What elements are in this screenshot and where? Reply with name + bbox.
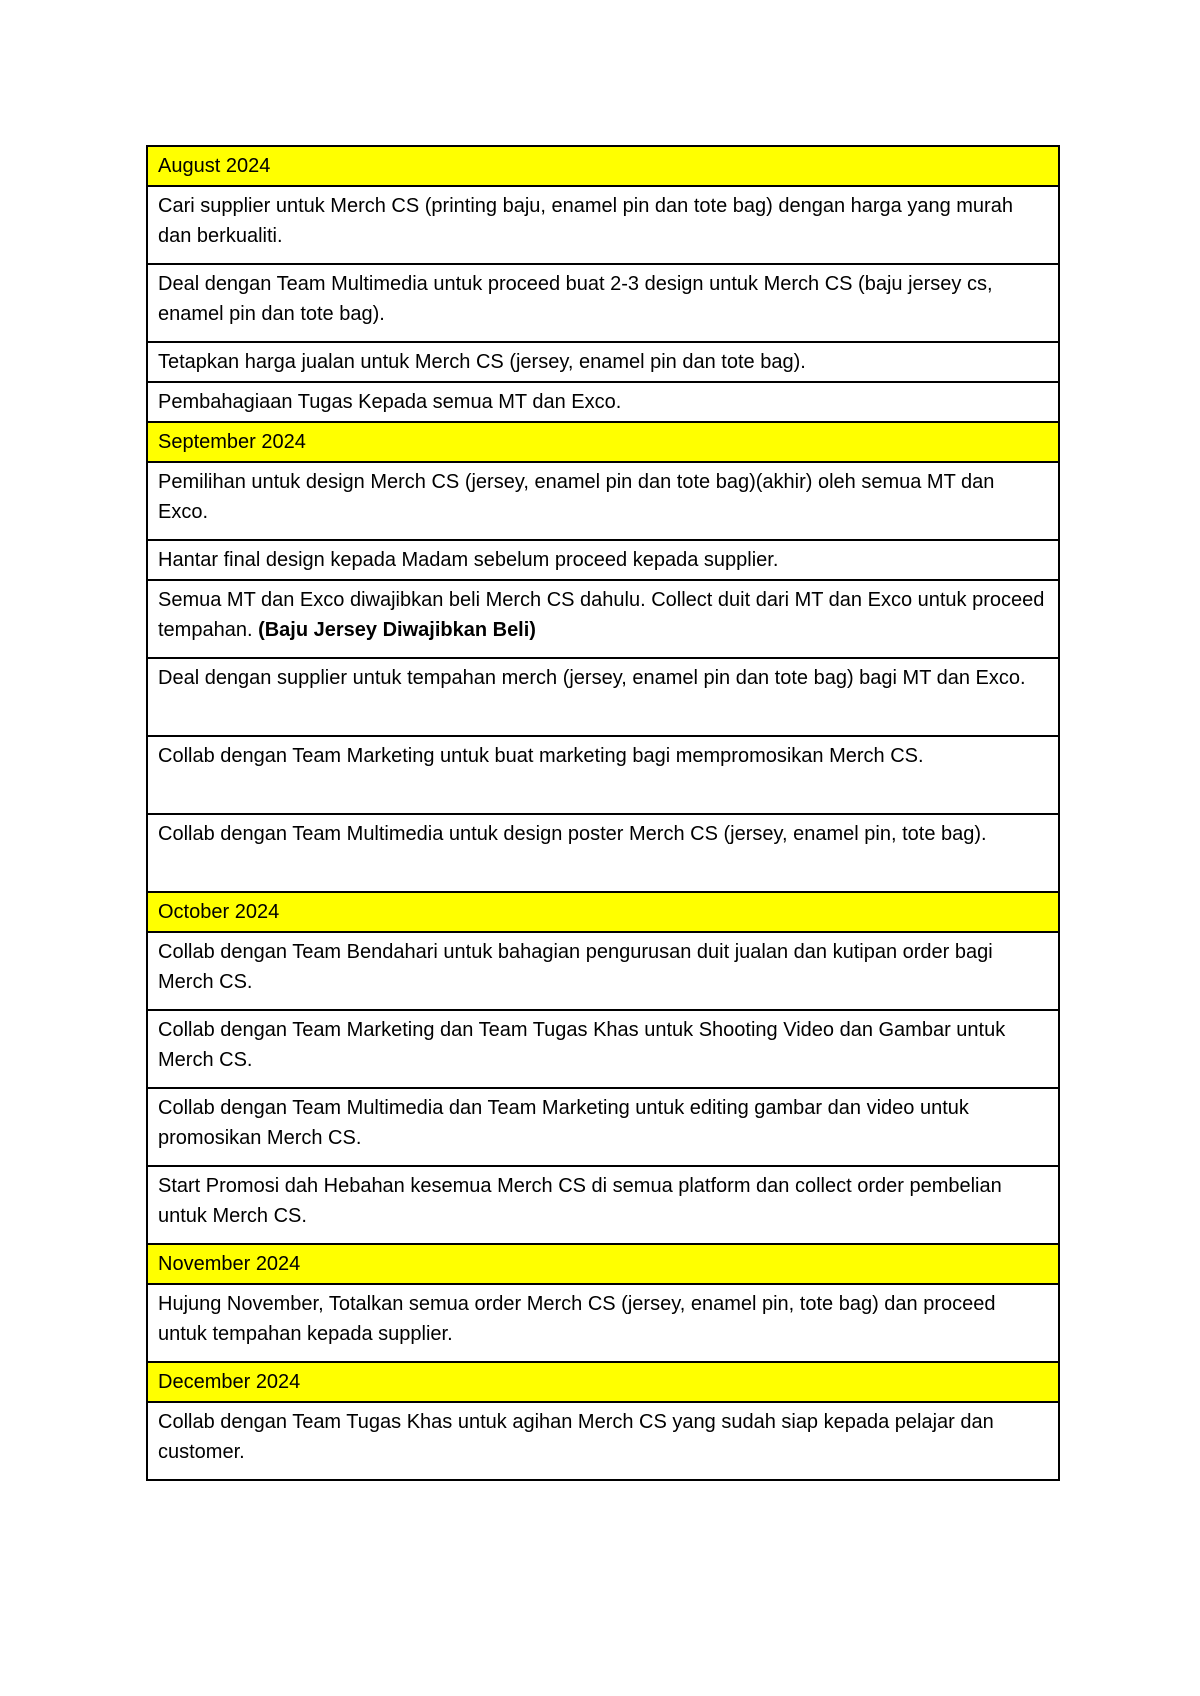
task-text: Hujung November, Totalkan semua order Merch CS (jersey, enamel pin, tote bag) dan proceed untuk tempahan kepada supplier. — [158, 1293, 996, 1345]
task-row — [147, 540, 1059, 580]
task-cell — [147, 736, 1059, 814]
task-row — [147, 814, 1059, 892]
task-text: Collab dengan Team Bendahari untuk bahagian pengurusan duit jualan dan kutipan order bagi Merch CS. — [158, 941, 993, 993]
task-row — [147, 580, 1059, 658]
task-cell — [147, 462, 1059, 540]
task-text: Pembahagiaan Tugas Kepada semua MT dan Exco. — [158, 391, 622, 413]
task-cell — [147, 1088, 1059, 1166]
task-cell — [147, 540, 1059, 580]
task-text: Hantar final design kepada Madam sebelum proceed kepada supplier. — [158, 549, 779, 571]
merch-plan-table — [146, 145, 1060, 1481]
task-cell — [147, 932, 1059, 1010]
month-header-row — [147, 422, 1059, 462]
task-row — [147, 382, 1059, 422]
task-cell — [147, 1010, 1059, 1088]
task-cell — [147, 264, 1059, 342]
task-text: Pemilihan untuk design Merch CS (jersey, enamel pin dan tote bag)(akhir) oleh semua MT dan Exco. — [158, 471, 995, 523]
task-row — [147, 932, 1059, 1010]
task-row — [147, 264, 1059, 342]
task-text: Deal dengan supplier untuk tempahan merch (jersey, enamel pin dan tote bag) bagi MT dan Exco. — [158, 667, 1026, 689]
month-label: December 2024 — [147, 1362, 1059, 1402]
task-cell — [147, 580, 1059, 658]
task-text: Tetapkan harga jualan untuk Merch CS (jersey, enamel pin dan tote bag). — [158, 351, 806, 373]
task-text: Collab dengan Team Tugas Khas untuk agihan Merch CS yang sudah siap kepada pelajar dan customer. — [158, 1411, 994, 1463]
task-row — [147, 1088, 1059, 1166]
month-header-row — [147, 1362, 1059, 1402]
task-cell — [147, 382, 1059, 422]
task-cell — [147, 658, 1059, 736]
task-cell — [147, 1284, 1059, 1362]
month-header-row — [147, 1244, 1059, 1284]
task-row — [147, 1402, 1059, 1480]
month-header-row — [147, 146, 1059, 186]
task-row — [147, 736, 1059, 814]
month-label: August 2024 — [147, 146, 1059, 186]
task-cell — [147, 1402, 1059, 1480]
month-header-row — [147, 892, 1059, 932]
task-cell — [147, 342, 1059, 382]
task-text: Start Promosi dah Hebahan kesemua Merch CS di semua platform dan collect order pembelian untuk Merch CS. — [158, 1175, 1002, 1227]
task-text: Cari supplier untuk Merch CS (printing baju, enamel pin dan tote bag) dengan harga yang murah dan berkualiti. — [158, 195, 1013, 247]
task-cell — [147, 186, 1059, 264]
task-text: Collab dengan Team Marketing dan Team Tugas Khas untuk Shooting Video dan Gambar untuk Merch CS. — [158, 1019, 1006, 1071]
task-row — [147, 1166, 1059, 1244]
task-row — [147, 1284, 1059, 1362]
task-row — [147, 462, 1059, 540]
month-label: November 2024 — [147, 1244, 1059, 1284]
task-text: Semua MT dan Exco diwajibkan beli Merch CS dahulu. Collect duit dari MT dan Exco untuk proceed tempahan. — [158, 589, 1045, 641]
task-text: Collab dengan Team Marketing untuk buat marketing bagi mempromosikan Merch CS. — [158, 745, 924, 767]
task-text: Collab dengan Team Multimedia untuk design poster Merch CS (jersey, enamel pin, tote bag). — [158, 823, 987, 845]
task-cell — [147, 814, 1059, 892]
task-cell — [147, 1166, 1059, 1244]
task-row — [147, 658, 1059, 736]
month-label: September 2024 — [147, 422, 1059, 462]
task-emphasis: (Baju Jersey Diwajibkan Beli) — [258, 619, 536, 641]
month-label: October 2024 — [147, 892, 1059, 932]
task-text: Deal dengan Team Multimedia untuk proceed buat 2-3 design untuk Merch CS (baju jersey cs, enamel pin dan tote bag). — [158, 273, 993, 325]
task-row — [147, 1010, 1059, 1088]
task-row — [147, 186, 1059, 264]
task-row — [147, 342, 1059, 382]
task-text: Collab dengan Team Multimedia dan Team Marketing untuk editing gambar dan video untuk promosikan Merch CS. — [158, 1097, 969, 1149]
